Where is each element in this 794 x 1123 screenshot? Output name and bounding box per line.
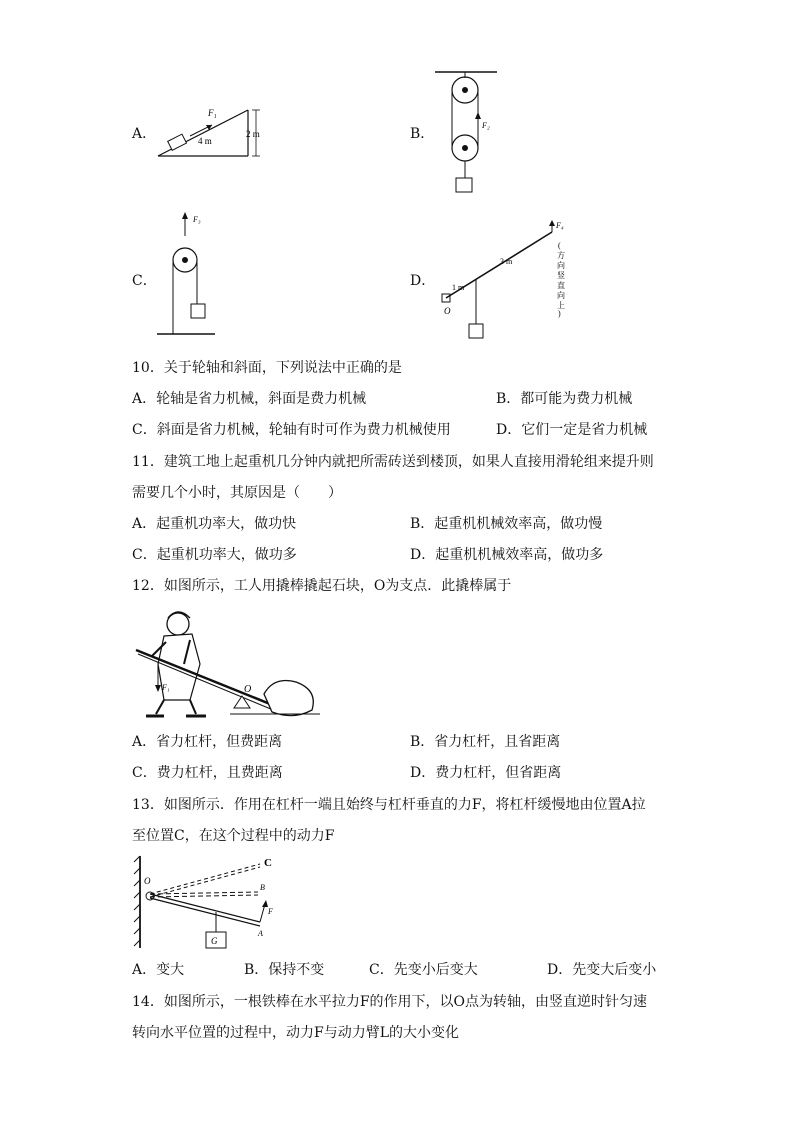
incline-force-label: F₁ xyxy=(208,108,217,118)
q11-stem-line2: 需要几个小时，其原因是（ ） xyxy=(132,485,342,501)
q13-option-d[interactable]: D．先变大后变小 xyxy=(547,962,657,978)
q10-option-a[interactable]: A．轮轴是省力机械，斜面是费力机械 xyxy=(132,391,367,407)
lever-figure xyxy=(438,220,578,345)
incline-figure xyxy=(150,100,270,162)
incline-height-label: 2 m xyxy=(246,129,260,139)
lever-dir-6: 上 xyxy=(557,301,565,310)
pulley-c-force-label: F₃ xyxy=(193,215,201,224)
q11-stem-line1: 11．建筑工地上起重机几分钟内就把所需砖送到楼顶，如果人直接用滑轮组来提升则 xyxy=(132,454,654,470)
q13-option-b[interactable]: B．保持不变 xyxy=(244,962,325,978)
lever-dir-4: 直 xyxy=(557,281,565,290)
q10-option-b[interactable]: B．都可能为费力机械 xyxy=(496,391,633,407)
crowbar-pivot-label: O xyxy=(244,684,252,695)
rotating-lever-figure xyxy=(132,852,282,952)
q12-option-d[interactable]: D．费力杠杆，但省距离 xyxy=(410,765,562,781)
crowbar-force-label: F₁ xyxy=(162,683,170,692)
option-d-label: D． xyxy=(410,273,436,289)
lever-force-label: F₄ xyxy=(556,221,564,230)
incline-length-label: 4 m xyxy=(198,136,212,146)
lever-dir-5: 向 xyxy=(557,291,565,300)
weight-label: G xyxy=(211,936,218,946)
lever-dir-7: ) xyxy=(558,309,561,318)
q11-option-a[interactable]: A．起重机功率大，做功快 xyxy=(132,516,297,532)
pulley-block-figure xyxy=(425,66,505,204)
q12-option-c[interactable]: C．费力杠杆，且费距离 xyxy=(132,765,283,781)
option-c-label: C． xyxy=(132,273,157,289)
q14-stem-line1: 14．如图所示，一根铁棒在水平拉力F的作用下，以O点为转轴，由竖直逆时针匀速 xyxy=(132,994,648,1010)
lever-dir-1: 方 xyxy=(557,251,565,260)
fixed-pulley-figure xyxy=(155,210,225,340)
q13-option-a[interactable]: A．变大 xyxy=(132,962,185,978)
position-c-label: C xyxy=(264,857,272,869)
lever-dir-3: 竖 xyxy=(557,271,565,280)
lever-long-arm-label: 3 m xyxy=(500,257,513,266)
q11-option-b[interactable]: B．起重机机械效率高，做功慢 xyxy=(410,516,603,532)
q14-stem-line2: 转向水平位置的过程中，动力F与动力臂L的大小变化 xyxy=(132,1025,460,1041)
rot-lever-pivot-label: O xyxy=(144,876,151,886)
q11-option-c[interactable]: C．起重机功率大，做功多 xyxy=(132,547,297,563)
lever-short-arm-label: 1 m xyxy=(452,283,465,292)
q12-option-b[interactable]: B．省力杠杆，且省距离 xyxy=(410,734,561,750)
pulley-b-force-label: F₂ xyxy=(482,121,490,130)
q10-stem: 10．关于轮轴和斜面，下列说法中正确的是 xyxy=(132,360,402,376)
crowbar-worker-figure xyxy=(134,604,324,722)
q12-option-a[interactable]: A．省力杠杆，但费距离 xyxy=(132,734,283,750)
lever-pivot-label: O xyxy=(444,306,451,316)
q13-stem-line2: 至位置C，在这个过程中的动力F xyxy=(132,828,335,844)
q10-option-d[interactable]: D．它们一定是省力机械 xyxy=(496,422,648,438)
option-a-label: A． xyxy=(132,126,157,142)
position-b-label: B xyxy=(260,883,265,892)
q13-option-c[interactable]: C．先变小后变大 xyxy=(369,962,478,978)
position-a-label: A xyxy=(258,929,263,938)
lever-dir-0: ( xyxy=(558,241,561,250)
q13-stem-line1: 13．如图所示．作用在杠杆一端且始终与杠杆垂直的力F，将杠杆缓慢地由位置A拉 xyxy=(132,797,646,813)
q11-option-d[interactable]: D．起重机机械效率高，做功多 xyxy=(410,547,604,563)
lever-dir-2: 向 xyxy=(557,261,565,270)
q12-stem: 12．如图所示，工人用撬棒撬起石块，O为支点．此撬棒属于 xyxy=(132,578,512,594)
option-b-label: B． xyxy=(410,126,435,142)
rot-lever-force-label: F xyxy=(268,907,273,916)
q10-option-c[interactable]: C．斜面是省力机械，轮轴有时可作为费力机械使用 xyxy=(132,422,451,438)
